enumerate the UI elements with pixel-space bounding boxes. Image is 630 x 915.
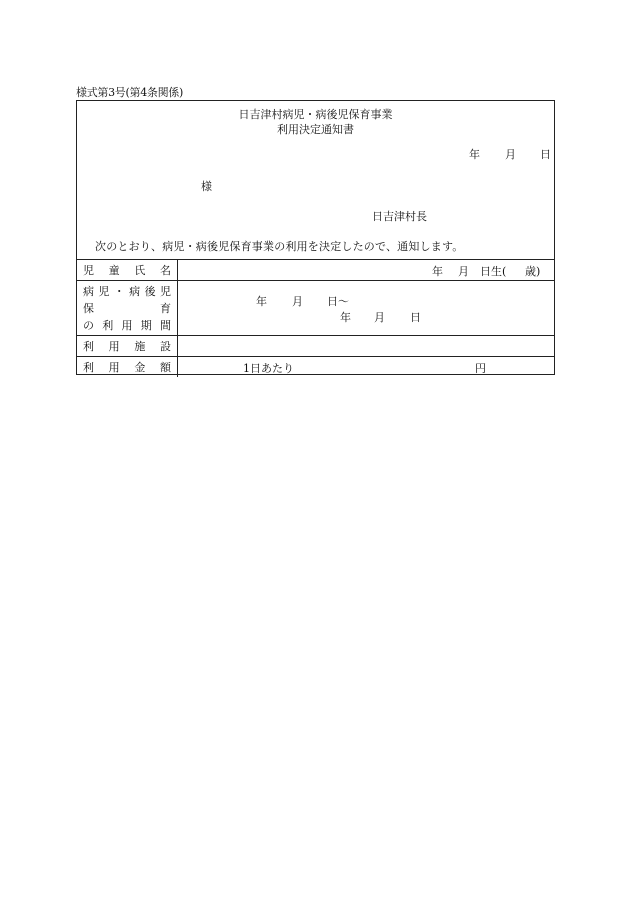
fee-value-cell[interactable]: [178, 357, 555, 378]
table-row-fee: [77, 357, 554, 378]
label-char: 間: [160, 318, 171, 332]
details-table: [77, 259, 554, 377]
addressee-suffix: 様: [201, 180, 212, 193]
label-char: 童: [108, 264, 120, 277]
per-day-label: 1日あたり: [243, 362, 294, 375]
period-label: [77, 281, 178, 336]
end-year: 年: [340, 311, 351, 324]
start-month: 月: [292, 295, 303, 308]
age-suffix: 歳): [525, 265, 541, 278]
period-value-cell[interactable]: [178, 281, 555, 336]
end-month: 月: [374, 311, 385, 324]
label-char: 額: [159, 361, 171, 374]
label-char: 氏: [134, 264, 146, 277]
label-char: 金: [134, 361, 146, 374]
table-row-period: [77, 281, 554, 336]
label-char: ・: [113, 284, 125, 298]
label-char: の: [83, 318, 94, 332]
birth-year: 年: [432, 265, 443, 278]
form-number-label: 様式第3号(第4条関係): [76, 86, 183, 99]
notice-body-text: 次のとおり、病児・病後児保育事業の利用を決定したので、通知します。: [95, 240, 464, 253]
label-char: 用: [108, 361, 120, 374]
birth-day: 日生(: [480, 265, 507, 278]
label-char: 設: [159, 340, 171, 353]
label-char: 用: [121, 318, 133, 332]
label-char: 育: [160, 301, 171, 315]
notice-frame: [76, 100, 555, 375]
label-char: 病: [129, 284, 141, 298]
label-char: 利: [102, 318, 114, 332]
label-char: 期: [140, 318, 152, 332]
label-char: 児: [83, 264, 94, 277]
yen-label: 円: [475, 362, 486, 375]
facility-label: [77, 336, 178, 357]
label-char: 児: [159, 284, 171, 298]
issuer-name: 日吉津村長: [372, 210, 427, 223]
label-char: 利: [83, 361, 94, 374]
birth-month: 月: [458, 265, 469, 278]
table-row-facility: [77, 336, 554, 357]
label-char: 用: [108, 340, 120, 353]
label-char: 名: [159, 264, 171, 277]
date-day: 日: [540, 148, 551, 161]
label-char: 児: [98, 284, 110, 298]
label-char: 後: [144, 284, 156, 298]
table-row-child-name: [77, 260, 554, 281]
notice-header: [77, 101, 554, 259]
label-char: 保: [83, 301, 94, 315]
facility-value-cell[interactable]: [178, 336, 555, 357]
start-year: 年: [256, 295, 267, 308]
label-char: 利: [83, 340, 94, 353]
title-line-2: 利用決定通知書: [277, 123, 354, 136]
fee-label: [77, 357, 178, 378]
date-year: 年: [469, 148, 480, 161]
title-line-1: 日吉津村病児・病後児保育事業: [238, 108, 393, 121]
label-char: 病: [83, 284, 94, 298]
start-day: 日〜: [327, 295, 349, 308]
child-name-label: [77, 260, 178, 281]
end-day: 日: [410, 311, 421, 324]
date-month: 月: [505, 148, 516, 161]
child-name-value-cell[interactable]: [178, 260, 555, 281]
label-char: 施: [134, 340, 146, 353]
